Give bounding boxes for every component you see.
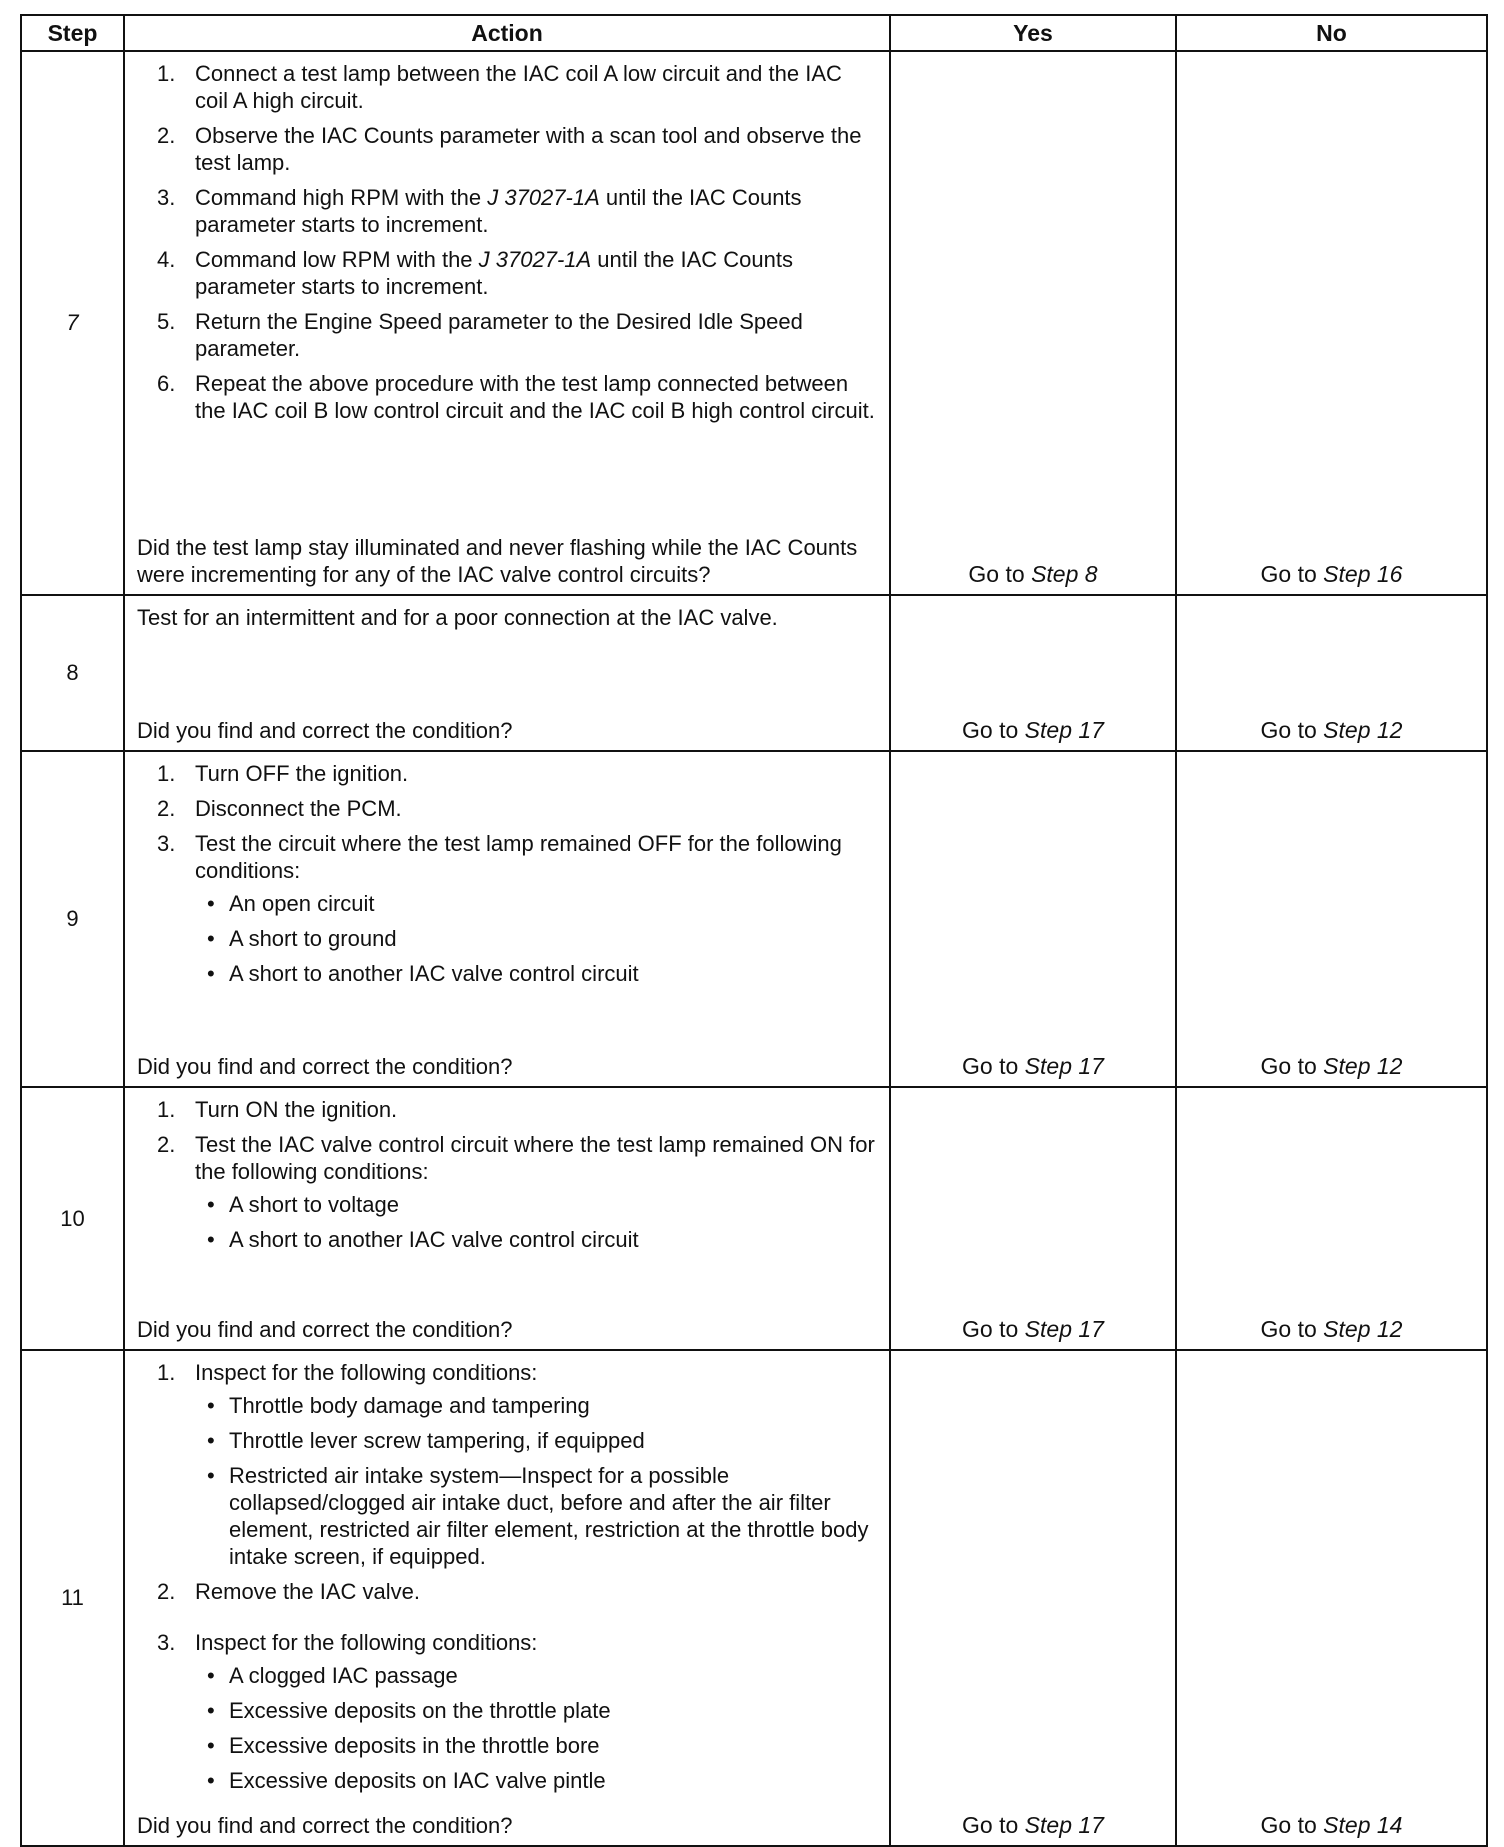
action-cell	[124, 1350, 890, 1846]
step-number: 7	[21, 51, 124, 595]
yes-result: Go to Step 17	[890, 1087, 1176, 1350]
yes-result: Go to Step 17	[890, 595, 1176, 751]
instruction-item: 3. Inspect for the following conditions: • A clogged IAC passage • Excessive deposits on the throttle plate • Excessive deposits in the throttle bore • Excessive deposits on IAC valve pintle	[137, 1629, 877, 1794]
step-link: Step 8	[1031, 561, 1098, 587]
list-item: • A short to another IAC valve control circuit	[195, 1226, 877, 1253]
table-row	[21, 1350, 1487, 1846]
list-item: • Throttle lever screw tampering, if equipped	[195, 1427, 877, 1454]
no-result: Go to Step 12	[1176, 1087, 1487, 1350]
action-cell	[124, 751, 890, 1087]
table-row	[21, 1087, 1487, 1350]
step-link: Step 12	[1323, 1053, 1403, 1079]
tool-reference: J 37027-1A	[478, 247, 592, 272]
step-link: Step 12	[1323, 1316, 1403, 1342]
list-item: • Restricted air intake system—Inspect for a possible collapsed/clogged air intake duct, before and after the air filter element, restricted air filter element, restriction at the throttle body intake screen, if equipped.	[195, 1462, 877, 1570]
question-text: Did the test lamp stay illuminated and never flashing while the IAC Counts were incrementing for any of the IAC valve control circuits?	[137, 535, 858, 587]
header-no: No	[1176, 15, 1487, 51]
yes-result: Go to Step 17	[890, 751, 1176, 1087]
instruction-list	[137, 60, 877, 432]
instruction-item: 5. Return the Engine Speed parameter to the Desired Idle Speed parameter.	[157, 309, 803, 361]
table-row	[21, 595, 1487, 751]
header-step: Step	[21, 15, 124, 51]
step-link: Step 17	[1024, 717, 1104, 743]
instruction-list	[137, 1096, 877, 1261]
list-item: • Excessive deposits on the throttle plate	[195, 1697, 877, 1724]
list-item: • Excessive deposits on IAC valve pintle	[195, 1767, 877, 1794]
question-text: Did you find and correct the condition?	[137, 718, 513, 743]
instruction-item: 1. Turn OFF the ignition.	[157, 761, 409, 786]
list-item: • A short to another IAC valve control circuit	[195, 960, 877, 987]
instruction-item: 3. Test the circuit where the test lamp remained OFF for the following conditions: • An open circuit • A short to ground • A short to another IAC valve control circuit	[137, 830, 877, 987]
instruction-item: 2. Observe the IAC Counts parameter with a scan tool and observe the test lamp.	[157, 123, 862, 175]
instruction-item: 2. Disconnect the PCM.	[157, 796, 402, 821]
instruction-text: Test for an intermittent and for a poor connection at the IAC valve.	[137, 605, 778, 630]
diagnostic-table	[20, 14, 1488, 1847]
step-number: 8	[21, 595, 124, 751]
instruction-item: 4. Command low RPM with the J 37027-1A until the IAC Counts parameter starts to increment.	[157, 247, 793, 299]
step-link: Step 17	[1024, 1316, 1104, 1342]
step-number: 11	[21, 1350, 124, 1846]
instruction-item: 6. Repeat the above procedure with the test lamp connected between the IAC coil B low control circuit and the IAC coil B high control circuit.	[157, 371, 875, 423]
condition-list	[195, 1662, 877, 1794]
yes-result: Go to Step 17	[890, 1350, 1176, 1846]
list-item: • A short to voltage	[195, 1191, 877, 1218]
table-row	[21, 51, 1487, 595]
action-cell	[124, 51, 890, 595]
instruction-item: 1. Connect a test lamp between the IAC coil A low circuit and the IAC coil A high circuit.	[157, 61, 842, 113]
step-link: Step 12	[1323, 717, 1403, 743]
step-number: 9	[21, 751, 124, 1087]
step-number: 10	[21, 1087, 124, 1350]
table-row	[21, 751, 1487, 1087]
list-item: • A short to ground	[195, 925, 877, 952]
list-item: • A clogged IAC passage	[195, 1662, 877, 1689]
condition-list	[195, 1392, 877, 1570]
question-text: Did you find and correct the condition?	[137, 1317, 513, 1342]
step-link: Step 17	[1024, 1812, 1104, 1838]
step-link: Step 16	[1323, 561, 1403, 587]
yes-result: Go to Step 8	[890, 51, 1176, 595]
instruction-item: 2. Remove the IAC valve.	[157, 1579, 420, 1604]
list-item: • Throttle body damage and tampering	[195, 1392, 877, 1419]
no-result: Go to Step 16	[1176, 51, 1487, 595]
instruction-item: 1. Inspect for the following conditions: • Throttle body damage and tampering • Throttle lever screw tampering, if equipped • Restricted air intake system—Inspect for a possible collapsed/clogged air intake duct, before and after the air filter element, restricted air filter element, restriction at the throttle body intake screen, if equipped.	[137, 1359, 877, 1570]
no-result: Go to Step 12	[1176, 751, 1487, 1087]
step-link: Step 14	[1323, 1812, 1403, 1838]
instruction-item: 2. Test the IAC valve control circuit where the test lamp remained ON for the following conditions: • A short to voltage • A short to another IAC valve control circuit	[137, 1131, 877, 1253]
tool-reference: J 37027-1A	[487, 185, 600, 210]
instruction-item: 3. Command high RPM with the J 37027-1A until the IAC Counts parameter starts to increment.	[157, 185, 802, 237]
condition-list	[195, 890, 877, 987]
action-cell	[124, 1087, 890, 1350]
condition-list	[195, 1191, 877, 1253]
no-result: Go to Step 12	[1176, 595, 1487, 751]
header-action: Action	[124, 15, 890, 51]
table-header-row	[21, 15, 1487, 51]
no-result: Go to Step 14	[1176, 1350, 1487, 1846]
question-text: Did you find and correct the condition?	[137, 1813, 513, 1838]
instruction-list	[137, 1359, 877, 1802]
list-item: • An open circuit	[195, 890, 877, 917]
instruction-item: 1. Turn ON the ignition.	[157, 1097, 398, 1122]
instruction-list	[137, 760, 877, 995]
action-cell	[124, 595, 890, 751]
question-text: Did you find and correct the condition?	[137, 1054, 513, 1079]
step-link: Step 17	[1024, 1053, 1104, 1079]
header-yes: Yes	[890, 15, 1176, 51]
list-item: • Excessive deposits in the throttle bore	[195, 1732, 877, 1759]
